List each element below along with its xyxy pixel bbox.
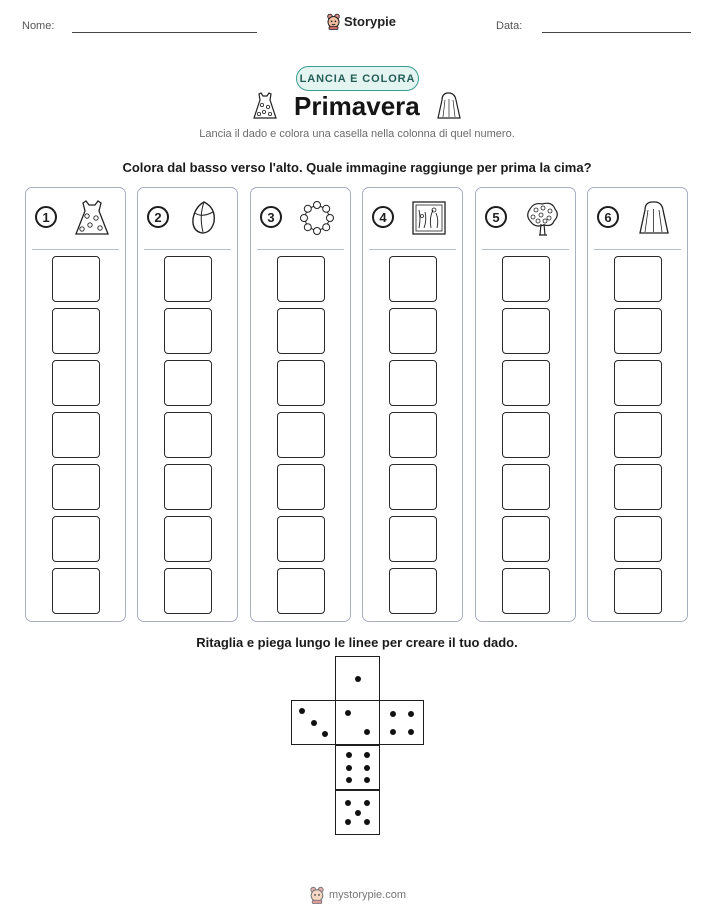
die-face-1 bbox=[335, 656, 380, 701]
die-pip bbox=[346, 752, 352, 758]
storypie-mascot-icon bbox=[309, 886, 325, 904]
color-box[interactable] bbox=[164, 412, 212, 458]
color-box[interactable] bbox=[389, 464, 437, 510]
color-box[interactable] bbox=[502, 568, 550, 614]
dice-column-4 bbox=[362, 187, 463, 622]
color-box[interactable] bbox=[277, 256, 325, 302]
die-pip bbox=[364, 777, 370, 783]
color-box[interactable] bbox=[164, 568, 212, 614]
column-divider bbox=[482, 249, 569, 250]
color-box[interactable] bbox=[614, 568, 662, 614]
die-pip bbox=[390, 711, 396, 717]
color-box[interactable] bbox=[52, 568, 100, 614]
dress-icon bbox=[252, 91, 278, 121]
column-number: 4 bbox=[372, 206, 394, 228]
die-pip bbox=[355, 810, 361, 816]
color-box[interactable] bbox=[277, 360, 325, 406]
cut-instruction: Ritaglia e piega lungo le linee per creare il tuo dado. bbox=[196, 635, 518, 650]
column-divider bbox=[257, 249, 344, 250]
dice-column-2 bbox=[137, 187, 238, 622]
activity-badge: LANCIA E COLORA bbox=[296, 66, 419, 91]
color-box[interactable] bbox=[502, 464, 550, 510]
blossom-tree-icon bbox=[522, 198, 562, 238]
column-number: 3 bbox=[260, 206, 282, 228]
die-pip bbox=[346, 777, 352, 783]
page-subtitle: Lancia il dado e colora una casella nella colonna di quel numero. bbox=[199, 128, 515, 140]
color-box[interactable] bbox=[52, 360, 100, 406]
color-box[interactable] bbox=[389, 516, 437, 562]
die-pip bbox=[390, 729, 396, 735]
die-pip bbox=[345, 710, 351, 716]
color-box[interactable] bbox=[164, 256, 212, 302]
column-divider bbox=[594, 249, 681, 250]
raincoat-icon bbox=[634, 198, 674, 238]
column-divider bbox=[144, 249, 231, 250]
color-box[interactable] bbox=[164, 516, 212, 562]
column-number: 2 bbox=[147, 206, 169, 228]
date-label: Data: bbox=[496, 20, 523, 32]
die-pip bbox=[322, 731, 328, 737]
dice-column-1 bbox=[25, 187, 126, 622]
footer-site: mystorypie.com bbox=[329, 889, 407, 901]
die-pip bbox=[345, 819, 351, 825]
flower-bud-icon bbox=[184, 198, 224, 238]
color-box[interactable] bbox=[614, 464, 662, 510]
die-pip bbox=[345, 800, 351, 806]
color-box[interactable] bbox=[277, 568, 325, 614]
raincoat-icon bbox=[434, 90, 464, 122]
die-pip bbox=[346, 765, 352, 771]
die-pip bbox=[364, 752, 370, 758]
die-face-3 bbox=[291, 700, 336, 745]
die-face-5 bbox=[335, 790, 380, 835]
dice-column-5 bbox=[475, 187, 576, 622]
color-box[interactable] bbox=[52, 256, 100, 302]
color-box[interactable] bbox=[277, 464, 325, 510]
coloring-instruction: Colora dal basso verso l'alto. Quale immagine raggiunge per prima la cima? bbox=[122, 160, 592, 175]
color-box[interactable] bbox=[502, 308, 550, 354]
die-pip bbox=[364, 729, 370, 735]
page-title: Primavera bbox=[294, 91, 420, 121]
color-box[interactable] bbox=[502, 256, 550, 302]
color-box[interactable] bbox=[614, 412, 662, 458]
color-box[interactable] bbox=[389, 256, 437, 302]
storypie-mascot-icon bbox=[326, 13, 341, 30]
die-face-2 bbox=[335, 700, 380, 745]
column-number: 6 bbox=[597, 206, 619, 228]
color-box[interactable] bbox=[389, 412, 437, 458]
color-box[interactable] bbox=[52, 308, 100, 354]
color-box[interactable] bbox=[164, 464, 212, 510]
color-box[interactable] bbox=[164, 308, 212, 354]
die-pip bbox=[311, 720, 317, 726]
color-box[interactable] bbox=[614, 360, 662, 406]
die-face-4 bbox=[379, 700, 424, 745]
die-pip bbox=[299, 708, 305, 714]
color-box[interactable] bbox=[614, 256, 662, 302]
die-pip bbox=[355, 676, 361, 682]
color-box[interactable] bbox=[52, 516, 100, 562]
die-face-6 bbox=[335, 745, 380, 790]
color-box[interactable] bbox=[614, 308, 662, 354]
footer bbox=[309, 886, 406, 904]
color-box[interactable] bbox=[389, 360, 437, 406]
color-box[interactable] bbox=[389, 308, 437, 354]
flower-wreath-icon bbox=[297, 198, 337, 238]
color-box[interactable] bbox=[502, 360, 550, 406]
color-box[interactable] bbox=[389, 568, 437, 614]
column-number: 1 bbox=[35, 206, 57, 228]
die-pip bbox=[364, 765, 370, 771]
column-number: 5 bbox=[485, 206, 507, 228]
color-box[interactable] bbox=[502, 412, 550, 458]
dice-column-3 bbox=[250, 187, 351, 622]
color-box[interactable] bbox=[277, 412, 325, 458]
color-box[interactable] bbox=[52, 412, 100, 458]
garden-picture-icon bbox=[409, 198, 449, 238]
name-label: Nome: bbox=[22, 20, 55, 32]
die-pip bbox=[364, 819, 370, 825]
column-divider bbox=[32, 249, 119, 250]
date-line[interactable] bbox=[542, 32, 691, 33]
color-box[interactable] bbox=[502, 516, 550, 562]
dice-column-6 bbox=[587, 187, 688, 622]
color-box[interactable] bbox=[277, 516, 325, 562]
dress-icon bbox=[72, 198, 112, 238]
die-pip bbox=[408, 711, 414, 717]
die-pip bbox=[364, 800, 370, 806]
color-box[interactable] bbox=[164, 360, 212, 406]
brand-name: Storypie bbox=[344, 14, 397, 29]
brand-logo bbox=[326, 13, 396, 30]
color-box[interactable] bbox=[614, 516, 662, 562]
color-box[interactable] bbox=[52, 464, 100, 510]
column-divider bbox=[369, 249, 456, 250]
name-line[interactable] bbox=[72, 32, 257, 33]
die-pip bbox=[408, 729, 414, 735]
color-box[interactable] bbox=[277, 308, 325, 354]
